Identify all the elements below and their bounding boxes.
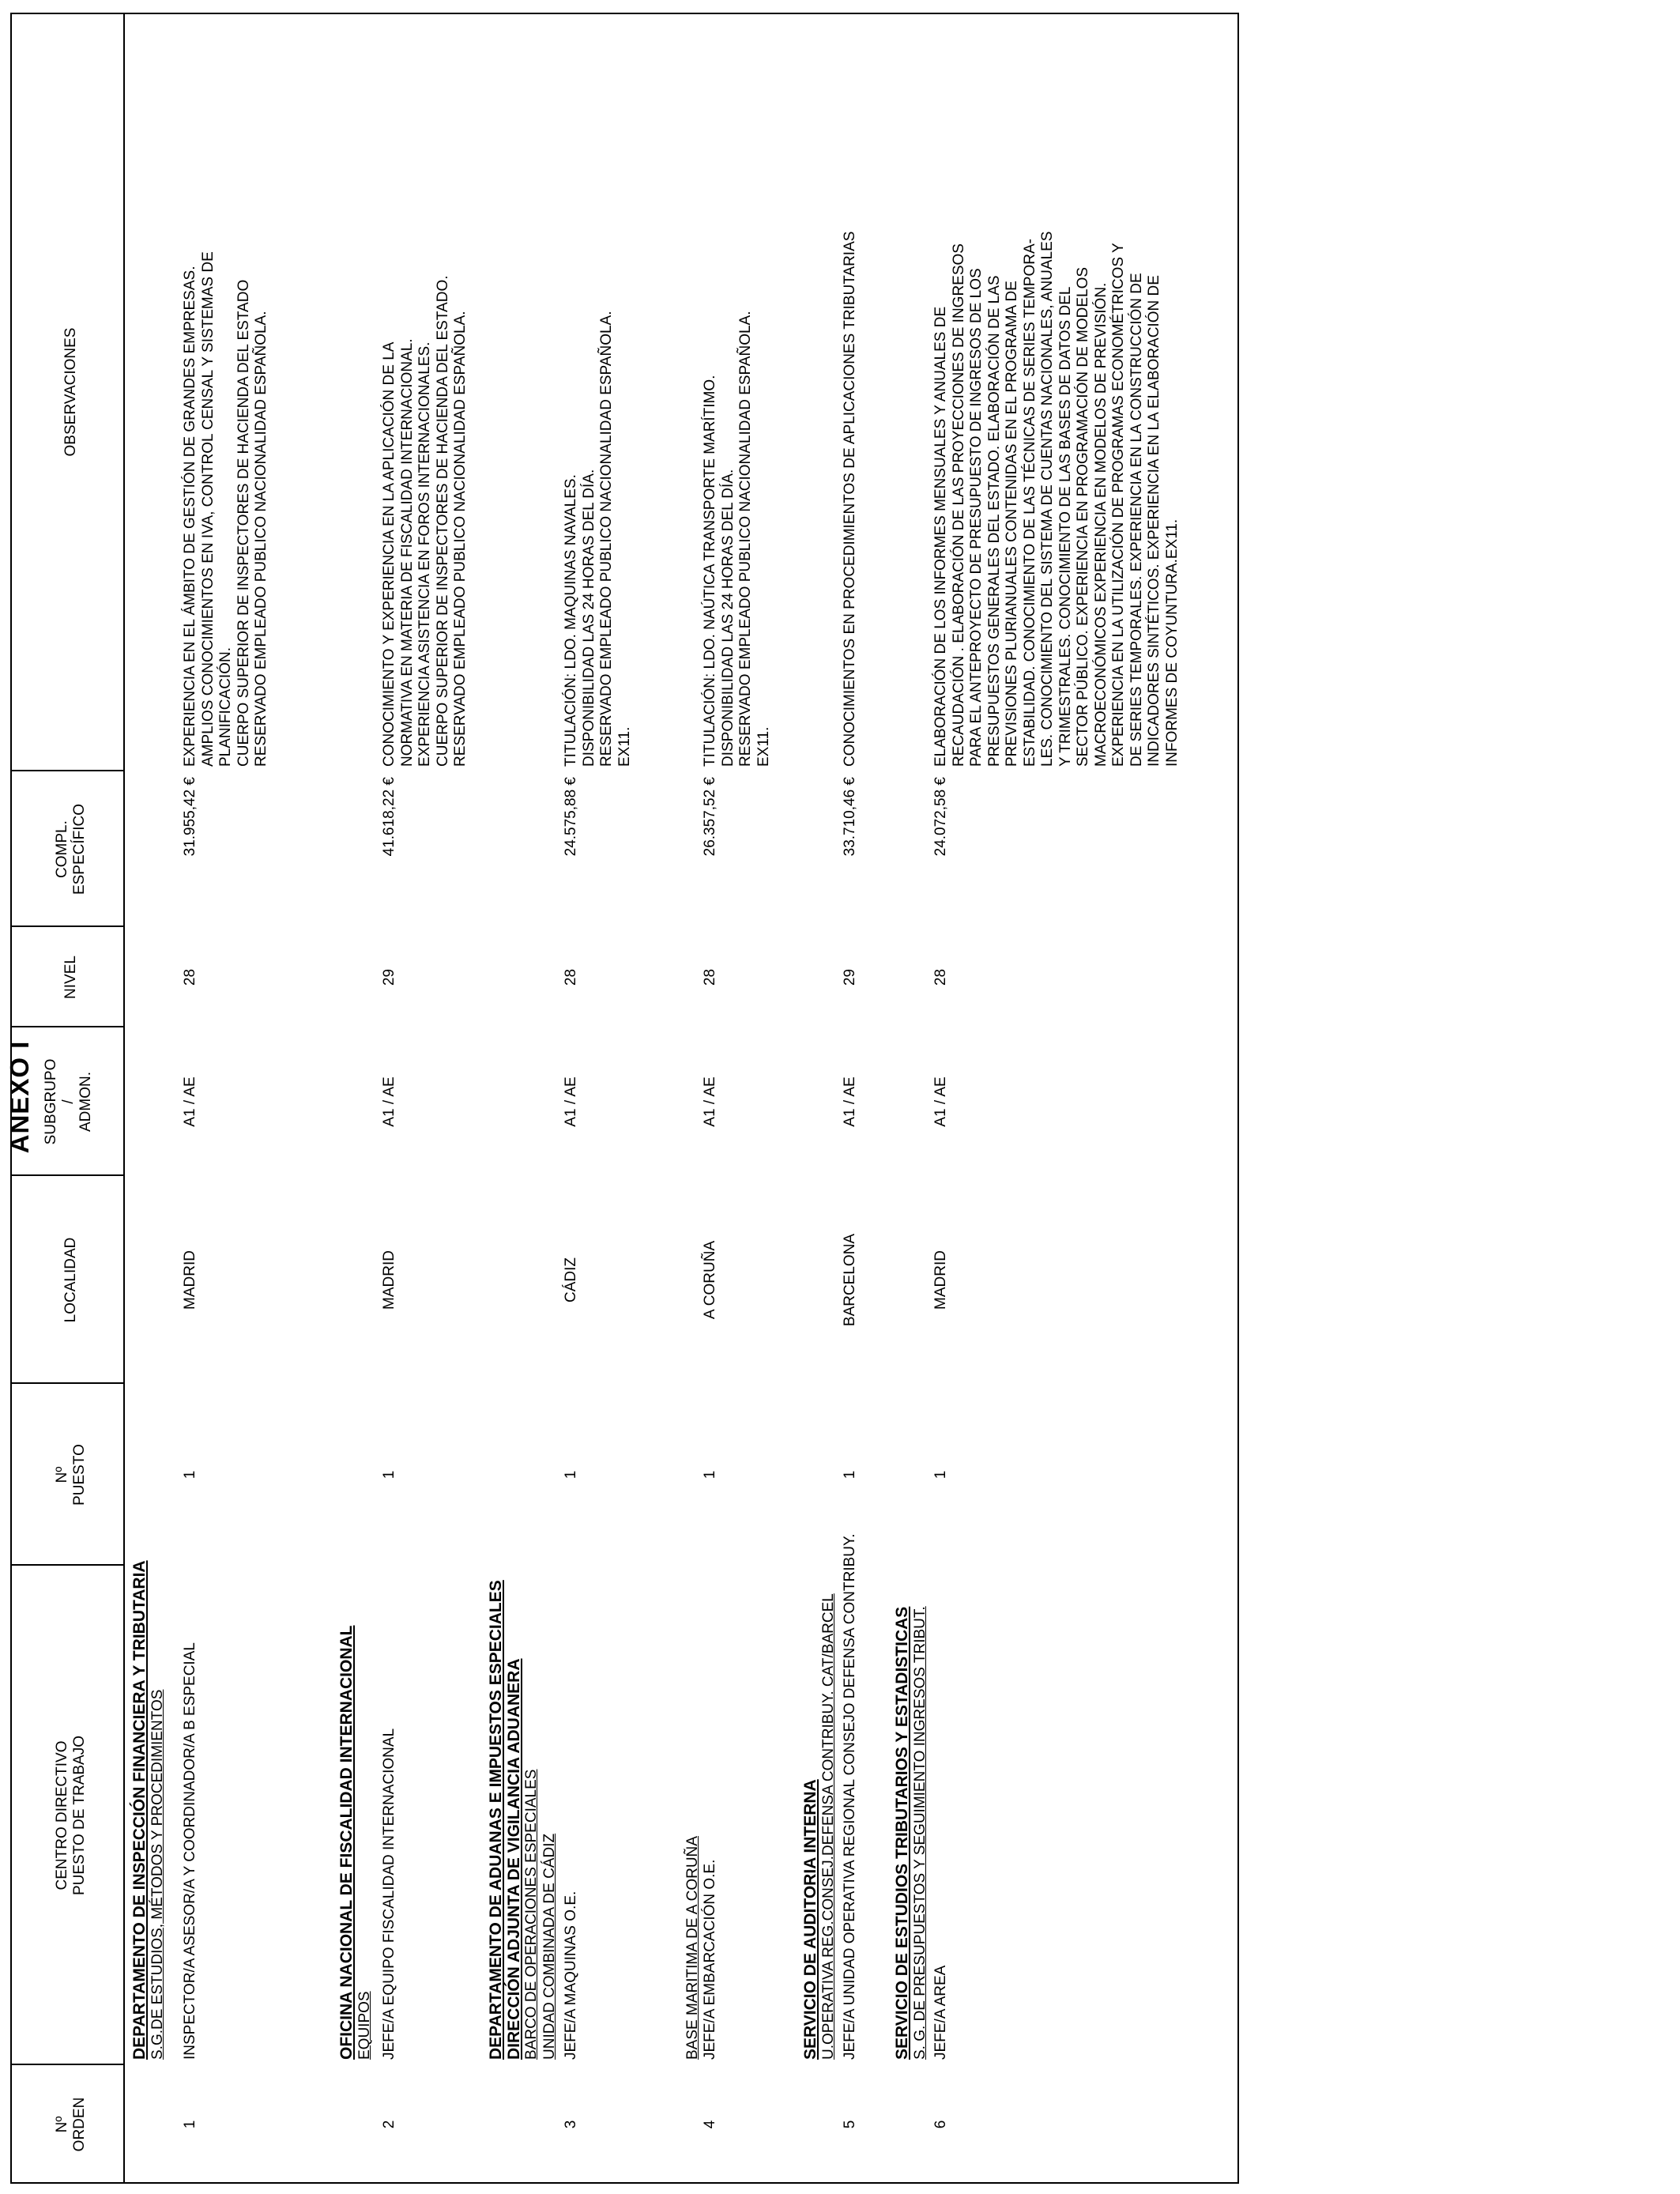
header-nivel: NIVEL [62, 956, 79, 999]
row-subgrupo: A1 / AE [381, 1076, 397, 1127]
header-centro-directivo: CENTRO DIRECTIVO PUESTO DE TRABAJO [54, 1736, 88, 1896]
row-orden: 5 [842, 2120, 858, 2129]
header-compl-especifico: COMPL. ESPECÍFICO [54, 803, 88, 895]
unit-heading: EQUIPOS [356, 1991, 373, 2060]
department-heading: DIRECCIÓN ADJUNTA DE VIGILANCIA ADUANERA [504, 1658, 523, 2060]
row-nivel: 29 [842, 968, 858, 986]
unit-heading: UNIDAD COMBINADA DE CÁDIZ [541, 1833, 558, 2060]
row-localidad: MADRID [182, 1250, 198, 1310]
section-block [338, 1626, 374, 2060]
row-localidad: A CORUÑA [702, 1240, 718, 1320]
row-compl-especifico: 31.955,42 € [182, 777, 198, 857]
section-block [684, 1836, 703, 2060]
row-n-puesto: 1 [932, 1470, 949, 1480]
row-orden: 6 [932, 2120, 949, 2129]
row-subgrupo: A1 / AE [842, 1076, 858, 1127]
row-orden: 4 [702, 2120, 718, 2129]
row-subgrupo: A1 / AE [182, 1076, 198, 1127]
section-block [131, 1560, 167, 2060]
row-subgrupo: A1 / AE [702, 1076, 718, 1127]
department-heading: OFICINA NACIONAL DE FISCALIDAD INTERNACIONAL [337, 1625, 356, 2060]
header-observaciones: OBSERVACIONES [62, 327, 79, 457]
row-puesto-trabajo: INSPECTOR/A ASESOR/A Y COORDINADOR/A B ESPECIAL [182, 1642, 198, 2060]
department-heading: DEPARTAMENTO DE INSPECCIÓN FINANCIERA Y TRIBUTARIA [130, 1560, 149, 2060]
row-nivel: 29 [381, 968, 397, 986]
header-localidad: LOCALIDAD [62, 1237, 79, 1323]
row-n-puesto: 1 [381, 1470, 397, 1480]
row-nivel: 28 [702, 968, 718, 986]
row-puesto-trabajo: JEFE/A MAQUINAS O.E. [563, 1891, 579, 2060]
row-localidad: CÁDIZ [563, 1257, 579, 1302]
document-title: ANEXO I [5, 1040, 34, 1154]
header-n-puesto: Nº PUESTO [54, 1444, 88, 1506]
unit-heading: BASE MARITIMA DE A CORUÑA [684, 1836, 701, 2060]
unit-heading: U.OPERATIVA REG.CONSEJ.DEFENSA CONTRIBUY. CAT/BARCEL [819, 1593, 837, 2060]
row-orden: 2 [381, 2120, 397, 2129]
row-puesto-trabajo: JEFE/A EQUIPO FISCALIDAD INTERNACIONAL [381, 1728, 397, 2060]
row-observaciones: ELABORACIÓN DE LOS INFORMES MENSUALES Y ANUALES DE RECAUDACIÓN . ELABORACIÓN DE LAS PROYECCIONES DE INGRESOS PARA EL ANTEPROYECTO DE PRESUPUESTO DE INGRESOS DE LOS PRESUPUESTOS GENERALES DEL ESTADO. ELABORACIÓN DE LAS PREVISIONES PLURIANUALES CONTENIDAS EN EL PROGRAMA DE ESTABILIDAD. CONOCIMIENTO DE LAS TÉCNICAS DE SERIES TEMPORA- LES. CONOCIMIENTO DEL SISTEMA DE CUENTAS NACIONALES, ANUALES Y TRIMESTRALES. CONOCIMIENTO DE LAS BASES DE DATOS DEL SECTOR PÚBLICO. EXPERIENCIA EN PROGRAMACIÓN DE MODELOS MACROECONÓMICOS EXPERIENCIA EN MODELOS DE PREVISIÓN. EXPERIENCIA EN LA UTILIZACIÓN DE PROGRAMAS ECONOMÉTRICOS Y DE SERIES TEMPORALES. EXPERIENCIA EN LA CONSTRUCCIÓN DE INDICADORES SINTÉTICOS. EXPERIENCIA EN LA ELABORACIÓN DE INFORMES DE COYUNTURA.EX11. [932, 231, 1181, 767]
row-observaciones: TITULACIÓN: LDO. MAQUINAS NAVALES. DISPONIBILIDAD LAS 24 HORAS DEL DÍA. RESERVADO EMPLEADO PUBLICO NACIONALIDAD ESPAÑOLA. EX11. [563, 311, 633, 767]
header-orden: Nº ORDEN [54, 2097, 88, 2152]
row-compl-especifico: 33.710,46 € [842, 777, 858, 857]
row-compl-especifico: 26.357,52 € [702, 777, 718, 857]
row-compl-especifico: 41.618,22 € [381, 777, 397, 857]
row-nivel: 28 [182, 968, 198, 986]
row-puesto-trabajo: JEFE/A EMBARCACIÓN O.E. [702, 1859, 718, 2060]
row-n-puesto: 1 [182, 1470, 198, 1480]
row-subgrupo: A1 / AE [563, 1076, 579, 1127]
row-observaciones: TITULACIÓN: LDO. NAÚTICA TRANSPORTE MARÍTIMO. DISPONIBILIDAD LAS 24 HORAS DEL DÍA. RESERVADO EMPLEADO PUBLICO NACIONALIDAD ESPAÑOLA. EX11. [702, 311, 772, 767]
department-heading: DEPARTAMENTO DE ADUANAS E IMPUESTOS ESPECIALES [487, 1580, 505, 2060]
unit-heading: S.G.DE ESTUDIOS, MÉTODOS Y PROCEDIMIENTOS [149, 1689, 166, 2060]
section-block [802, 1593, 838, 2060]
row-nivel: 28 [563, 968, 579, 986]
row-nivel: 28 [932, 968, 949, 986]
row-localidad: MADRID [932, 1250, 949, 1310]
header-divider [123, 13, 125, 2184]
row-n-puesto: 1 [702, 1470, 718, 1480]
unit-heading: S. G. DE PRESUPUESTOS Y SEGUIMIENTO INGRESOS TRIBUT. [911, 1606, 929, 2060]
row-compl-especifico: 24.072,58 € [932, 777, 949, 857]
row-localidad: MADRID [381, 1250, 397, 1310]
department-heading: SERVICIO DE ESTUDIOS TRIBUTARIOS Y ESTADISTICAS [893, 1606, 911, 2060]
row-compl-especifico: 24.575,88 € [563, 777, 579, 857]
section-block [894, 1606, 929, 2060]
row-n-puesto: 1 [563, 1470, 579, 1480]
row-observaciones: CONOCIMIENTO Y EXPERIENCIA EN LA APLICACIÓN DE LA NORMATIVA EN MATERIA DE FISCALIDAD INTERNACIONAL. EXPERIENCIA ASISTENCIA EN FOROS INTERNACIONALES. CUERPO SUPERIOR DE INSPECTORES DE HACIENDA DEL ESTADO. RESERVADO EMPLEADO PUBLICO NACIONALIDAD ESPAÑOLA. [381, 275, 469, 767]
row-orden: 1 [182, 2120, 198, 2129]
section-block [488, 1580, 559, 2060]
header-subgrupo: SUBGRUPO / ADMON. [43, 1058, 94, 1145]
row-localidad: BARCELONA [842, 1233, 858, 1327]
row-observaciones: EXPERIENCIA EN EL ÁMBITO DE GESTIÓN DE GRANDES EMPRESAS. AMPLIOS CONOCIMIENTOS EN IVA, CONTROL CENSAL Y SISTEMAS DE PLANIFICACIÓN. CUERPO SUPERIOR DE INSPECTORES DE HACIENDA DEL ESTADO RESERVADO EMPLEADO PUBLICO NACIONALIDAD ESPAÑOLA. [182, 251, 269, 767]
row-subgrupo: A1 / AE [932, 1076, 949, 1127]
row-n-puesto: 1 [842, 1470, 858, 1480]
row-puesto-trabajo: JEFE/A AREA [932, 1965, 949, 2060]
row-observaciones: CONOCIMIENTOS EN PROCEDIMIENTOS DE APLICACIONES TRIBUTARIAS [842, 231, 858, 767]
unit-heading: BARCO DE OPERACIONES ESPECIALES [523, 1769, 540, 2060]
row-orden: 3 [563, 2120, 579, 2129]
row-puesto-trabajo: JEFE/A UNIDAD OPERATIVA REGIONAL CONSEJO DEFENSA CONTRIBUY. [842, 1533, 858, 2060]
department-heading: SERVICIO DE AUDITORIA INTERNA [801, 1779, 819, 2060]
